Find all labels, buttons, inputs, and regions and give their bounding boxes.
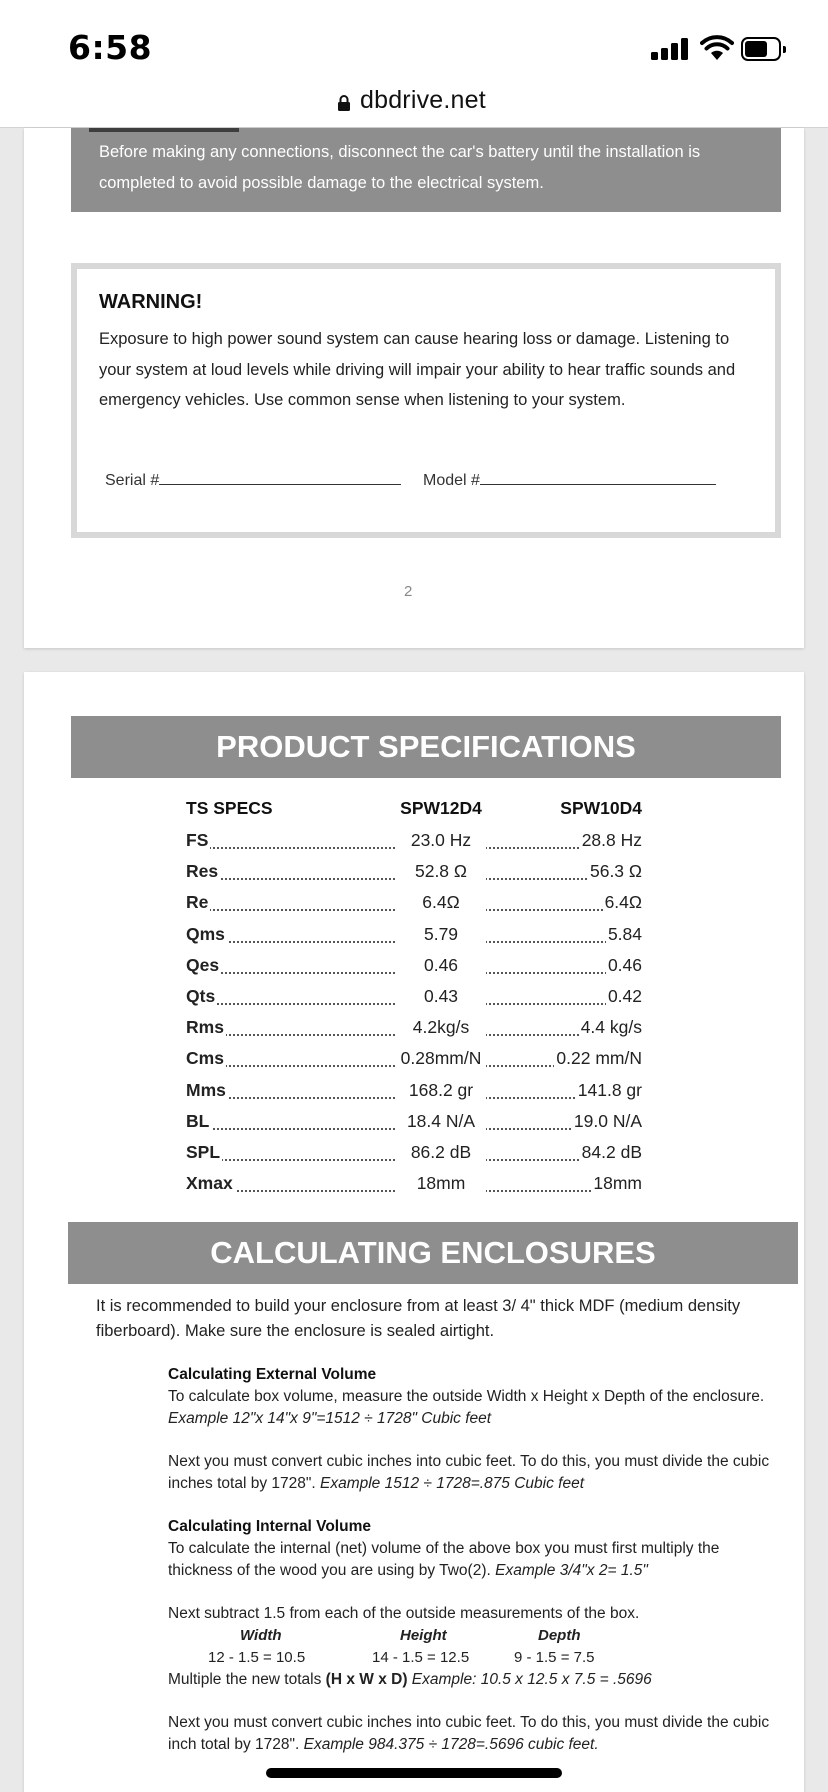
warning-text: Exposure to high power sound system can cause hearing loss or damage. Listening to your system at loud levels while driving will impair your ability to hear traffic sounds and emergency vehicles. Use common sense when listening to your system. — [99, 330, 736, 409]
multiply-text: Multiple the new totals — [168, 1671, 326, 1688]
spec-row — [186, 920, 642, 951]
caution-text: Before making any connections, disconnect the car's battery until the installation is completed to avoid possible damage to the electrical system. — [99, 143, 701, 192]
subtract-paragraph — [168, 1603, 788, 1625]
int-text: To calculate the internal (net) volume of the above box you must first multiply the thickness of the wood you are using by Two(2). — [168, 1540, 720, 1579]
serial-label: Serial # — [105, 472, 160, 489]
ext-paragraph — [168, 1386, 788, 1430]
int-example: Example 3/4"x 2= 1.5" — [495, 1562, 648, 1579]
spec-name: Qts — [186, 985, 216, 1006]
spec-row — [186, 1138, 642, 1169]
spec-value-spw10d4: 0.46 — [607, 954, 642, 975]
spec-value-spw12d4: 52.8 Ω — [396, 861, 486, 882]
spec-value-spw10d4: 56.3 Ω — [589, 861, 642, 882]
spec-name: Re — [186, 892, 209, 913]
spec-value-spw10d4: 0.22 mm/N — [556, 1048, 642, 1069]
wifi-icon — [700, 34, 734, 62]
calc-intro: It is recommended to build your enclosure from at least 3/ 4" thick MDF (medium density fiberboard). Make sure the enclosure is sealed airtight. — [96, 1297, 741, 1340]
spec-value-spw10d4: 84.2 dB — [581, 1141, 642, 1162]
model-field — [423, 471, 716, 490]
spec-value-spw12d4: 5.79 — [396, 924, 486, 945]
spec-name: Res — [186, 861, 219, 882]
calc-body — [168, 1364, 788, 1777]
cellular-signal-icon — [651, 38, 689, 60]
convert1-text: Next you must convert cubic inches into cubic feet. To do this, you must divide the cubic inches total by 1728". — [168, 1453, 770, 1492]
battery-icon — [741, 37, 781, 61]
ext-heading: Calculating External Volume — [168, 1366, 377, 1383]
ext-text: To calculate box volume, measure the outside Width x Height x Depth of the enclosure. — [168, 1388, 765, 1405]
dim-label-width: Width — [240, 1627, 282, 1644]
lock-icon — [337, 94, 351, 112]
dim-value-height: 14 - 1.5 = 12.5 — [372, 1649, 470, 1666]
convert1-paragraph — [168, 1451, 788, 1495]
spec-value-spw12d4: 4.2kg/s — [396, 1017, 486, 1038]
spec-value-spw12d4: 0.28mm/N — [396, 1048, 486, 1069]
caution-box — [71, 128, 781, 212]
spec-row — [186, 982, 642, 1013]
spec-value-spw12d4: 18mm — [396, 1173, 486, 1194]
spec-name: Qes — [186, 954, 220, 975]
spec-value-spw10d4: 6.4Ω — [604, 892, 642, 913]
dim-label-depth: Depth — [538, 1627, 581, 1644]
spec-value-spw12d4: 18.4 N/A — [396, 1111, 486, 1132]
pdf-page-3 — [24, 672, 804, 1792]
spec-name: Qms — [186, 923, 225, 944]
page-number: 2 — [404, 583, 413, 600]
dimension-table — [168, 1625, 788, 1669]
spec-value-spw10d4: 4.4 kg/s — [580, 1017, 642, 1038]
subtract-text: Next subtract 1.5 from each of the outside measurements of the box. — [168, 1605, 640, 1622]
multiply-paragraph — [168, 1669, 788, 1691]
spec-value-spw10d4: 19.0 N/A — [573, 1110, 642, 1131]
spec-row — [186, 888, 642, 919]
spec-row — [186, 1169, 642, 1200]
spec-table — [186, 794, 642, 1200]
spec-value-spw12d4: 86.2 dB — [396, 1142, 486, 1163]
calc-title: CALCULATING ENCLOSURES — [68, 1222, 798, 1284]
spec-row — [186, 1076, 642, 1107]
spec-value-spw12d4: 168.2 gr — [396, 1080, 486, 1101]
spec-value-spw12d4: 0.43 — [396, 986, 486, 1007]
spec-value-spw12d4: 23.0 Hz — [396, 830, 486, 851]
pdf-page-2 — [24, 128, 804, 648]
multiply-example: Example: 10.5 x 12.5 x 7.5 = .5696 — [407, 1671, 652, 1688]
spec-row — [186, 1107, 642, 1138]
spec-value-spw10d4: 141.8 gr — [577, 1079, 642, 1100]
home-indicator[interactable] — [266, 1768, 562, 1778]
spec-value-spw12d4: 0.46 — [396, 955, 486, 976]
url-text[interactable]: dbdrive.net — [360, 86, 486, 114]
spec-name: Rms — [186, 1017, 224, 1038]
warning-title: WARNING! — [99, 291, 203, 313]
multiply-bold: (H x W x D) — [325, 1671, 408, 1688]
spec-header-label: TS SPECS — [186, 798, 273, 818]
status-time: 6:58 — [68, 28, 153, 67]
dim-value-depth: 9 - 1.5 = 7.5 — [514, 1649, 595, 1666]
caution-tab — [89, 128, 239, 132]
spec-row — [186, 1044, 642, 1075]
serial-field — [105, 471, 401, 490]
warning-box — [71, 263, 781, 538]
spec-row — [186, 857, 642, 888]
spec-row — [186, 1013, 642, 1044]
convert2-example: Example 984.375 ÷ 1728=.5696 cubic feet. — [303, 1736, 599, 1753]
spec-value-spw12d4: 6.4Ω — [396, 892, 486, 913]
url-bar[interactable] — [0, 80, 828, 128]
ext-example: Example 12"x 14"x 9"=1512 ÷ 1728" Cubic feet — [168, 1410, 492, 1427]
dim-label-height: Height — [400, 1627, 447, 1644]
int-paragraph — [168, 1538, 788, 1582]
spec-value-spw10d4: 28.8 Hz — [581, 830, 642, 850]
convert1-example: Example 1512 ÷ 1728=.875 Cubic feet — [320, 1475, 585, 1492]
status-bar — [0, 0, 828, 80]
convert2-paragraph — [168, 1712, 788, 1756]
spec-title: PRODUCT SPECIFICATIONS — [71, 716, 781, 778]
spec-name: Mms — [186, 1079, 226, 1100]
spec-row — [186, 826, 642, 857]
spec-name: Xmax — [186, 1173, 233, 1194]
spec-header-model1: SPW12D4 — [396, 798, 486, 819]
dim-value-width: 12 - 1.5 = 10.5 — [208, 1649, 306, 1666]
spec-header-model2: SPW10D4 — [560, 798, 642, 818]
serial-underline — [159, 471, 401, 485]
int-heading: Calculating Internal Volume — [168, 1518, 371, 1535]
spec-name: SPL — [186, 1141, 221, 1162]
spec-value-spw10d4: 18mm — [593, 1173, 642, 1194]
model-label: Model # — [423, 472, 480, 489]
convert2-text: Next you must convert cubic inches into cubic feet. To do this, you must divide the cubic inch total by 1728". — [168, 1714, 770, 1753]
spec-name: Cms — [186, 1048, 224, 1069]
spec-name: FS — [186, 830, 209, 850]
spec-header-row — [186, 794, 642, 826]
spec-value-spw10d4: 5.84 — [607, 923, 642, 944]
spec-row — [186, 951, 642, 982]
spec-value-spw10d4: 0.42 — [607, 985, 642, 1006]
spec-name: BL — [186, 1110, 210, 1131]
model-underline — [480, 471, 716, 485]
